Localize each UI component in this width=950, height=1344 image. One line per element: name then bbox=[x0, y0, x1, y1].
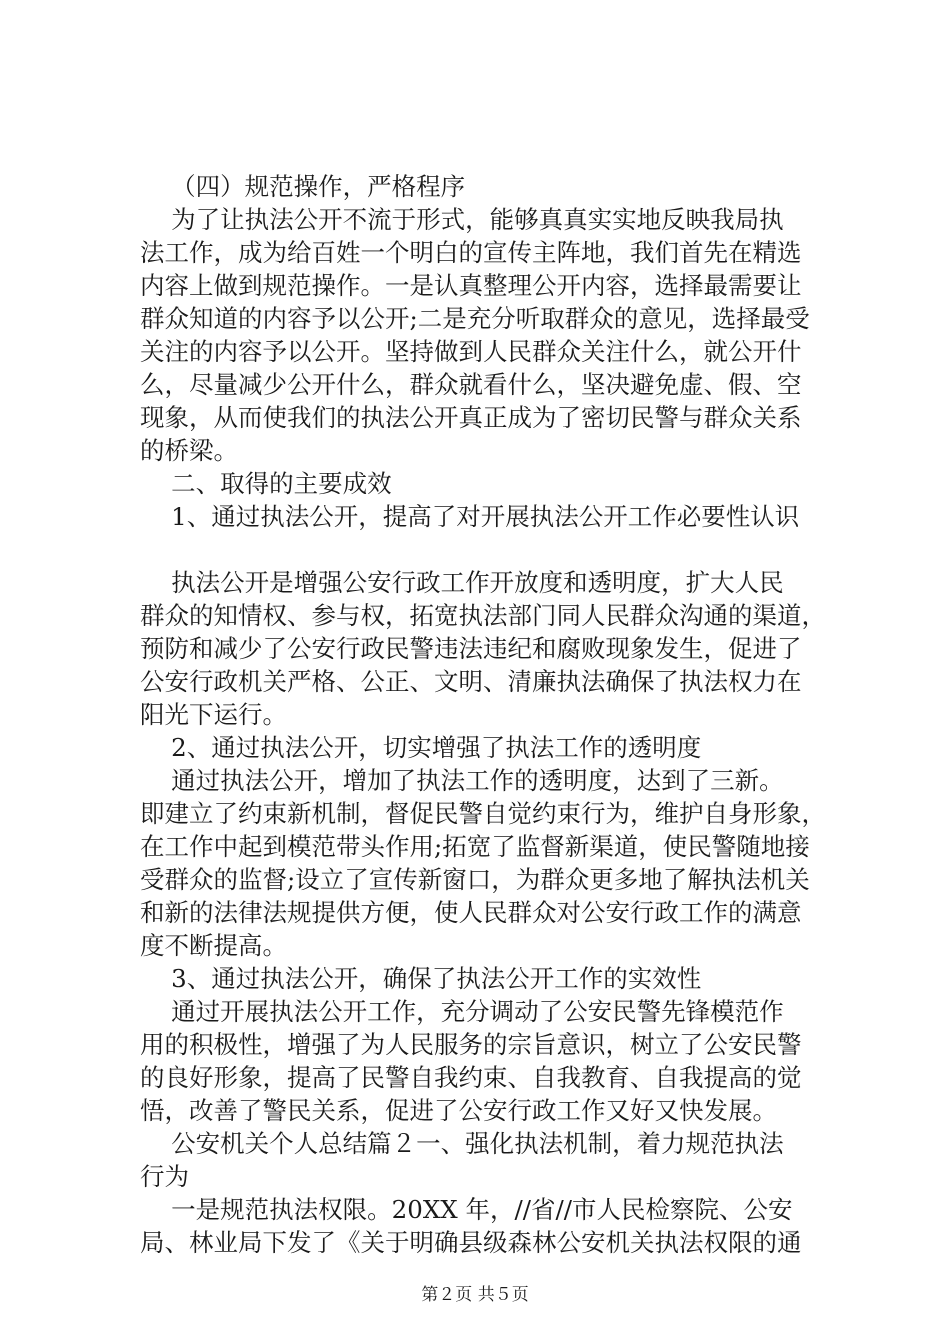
paragraph-line: 法工作，成为给百姓一个明白的宣传主阵地，我们首先在精选 bbox=[140, 238, 802, 267]
paragraph-line: 度不断提高。 bbox=[140, 931, 287, 960]
paragraph-line: 用的积极性，增强了为人民服务的宗旨意识，树立了公安民警 bbox=[140, 1030, 802, 1059]
section-heading: 二、取得的主要成效 bbox=[140, 469, 392, 498]
paragraph-line: 预防和减少了公安行政民警违法违纪和腐败现象发生，促进了 bbox=[140, 634, 802, 663]
paragraph-line: 悟，改善了警民关系，促进了公安行政工作又好又快发展。 bbox=[140, 1096, 777, 1125]
paragraph-line: 即建立了约束新机制，督促民警自觉约束行为，维护自身形象， bbox=[140, 799, 826, 828]
paragraph-line: 的桥梁。 bbox=[140, 436, 238, 465]
subheading-3: 3、通过执法公开，确保了执法公开工作的实效性 bbox=[140, 964, 702, 993]
paragraph-line: 公安行政机关严格、公正、文明、清廉执法确保了执法权力在 bbox=[140, 667, 802, 696]
paragraph-line: 受群众的监督;设立了宣传新窗口，为群众更多地了解执法机关 bbox=[140, 865, 810, 894]
page-number-footer: 第２页 共５页 bbox=[421, 1285, 529, 1305]
paragraph-line: 通过开展执法公开工作，充分调动了公安民警先锋模范作 bbox=[140, 997, 784, 1026]
paragraph-line: 一是规范执法权限。20XX 年，//省//市人民检察院、公安 bbox=[140, 1195, 793, 1224]
paragraph-line: 群众的知情权、参与权，拓宽执法部门同人民群众沟通的渠道， bbox=[140, 601, 826, 630]
document-body bbox=[140, 170, 840, 1259]
paragraph-line: 执法公开是增强公安行政工作开放度和透明度，扩大人民 bbox=[140, 568, 784, 597]
paragraph-line: 的良好形象，提高了民警自我约束、自我教育、自我提高的觉 bbox=[140, 1063, 802, 1092]
paragraph-line: 关注的内容予以公开。坚持做到人民群众关注什么，就公开什 bbox=[140, 337, 802, 366]
blank-line bbox=[140, 533, 840, 566]
subheading-1: 1、通过执法公开，提高了对开展执法公开工作必要性认识 bbox=[140, 502, 800, 531]
paragraph-line: 局、林业局下发了《关于明确县级森林公安机关执法权限的通 bbox=[140, 1228, 802, 1257]
paragraph-line: 内容上做到规范操作。一是认真整理公开内容，选择最需要让 bbox=[140, 271, 802, 300]
paragraph-line: 阳光下运行。 bbox=[140, 700, 287, 729]
paragraph-line: 为了让执法公开不流于形式，能够真真实实地反映我局执 bbox=[140, 205, 784, 234]
paragraph-line: 和新的法律法规提供方便，使人民群众对公安行政工作的满意 bbox=[140, 898, 802, 927]
paragraph-line: 公安机关个人总结篇２一、强化执法机制，着力规范执法 bbox=[140, 1129, 784, 1158]
paragraph-line: 么，尽量减少公开什么，群众就看什么，坚决避免虚、假、空 bbox=[140, 370, 802, 399]
paragraph-line: 群众知道的内容予以公开;二是充分听取群众的意见，选择最受 bbox=[140, 304, 810, 333]
paragraph-line: 现象，从而使我们的执法公开真正成为了密切民警与群众关系 bbox=[140, 403, 802, 432]
paragraph-line: 行为 bbox=[140, 1162, 189, 1191]
paragraph-line: 通过执法公开，增加了执法工作的透明度，达到了三新。 bbox=[140, 766, 784, 795]
subheading-2: 2、通过执法公开，切实增强了执法工作的透明度 bbox=[140, 733, 702, 762]
paragraph-line: 在工作中起到模范带头作用;拓宽了监督新渠道，使民警随地接 bbox=[140, 832, 810, 861]
heading-4: （四）规范操作，严格程序 bbox=[140, 172, 466, 201]
